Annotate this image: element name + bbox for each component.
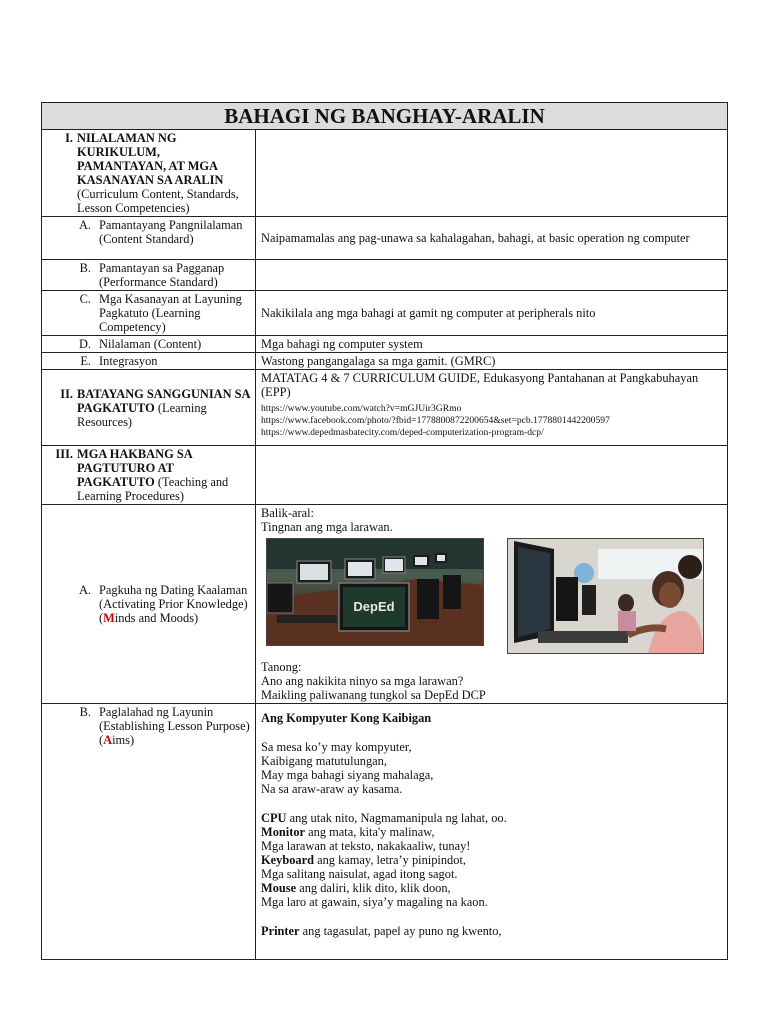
row-e-value: Wastong pangangalaga sa mga gamit. (GMRC) [256, 353, 728, 370]
step-b-letter: B. [79, 705, 91, 719]
row-b-letter: B. [79, 261, 91, 275]
photo-row [261, 534, 722, 660]
poem-line [261, 839, 722, 853]
section-1-heading: NILALAMAN NG KURIKULUM, PAMANTAYAN, AT MGA KASANAYAN SA ARALIN [77, 131, 224, 187]
section-3-heading: MGA HAKBANG SA PAGTUTURO AT PAGKATUTO [77, 447, 192, 489]
resource-links [261, 403, 722, 439]
poem-keyword: Keyboard [261, 853, 315, 867]
section-3-label [42, 446, 256, 505]
poem-line-text: Mga salitang naisulat, agad itong sagot. [261, 867, 458, 881]
section-1-row [42, 130, 728, 217]
step-a-initial: M [103, 611, 115, 625]
poem-cell [256, 704, 728, 960]
row-c-value: Nakikilala ang mga bahagi at gamit ng computer at peripherals nito [256, 291, 728, 336]
curriculum-guide-text: MATATAG 4 & 7 CURRICULUM GUIDE, Edukasyong Pantahanan at Pangkabuhayan (EPP) [261, 371, 699, 399]
poem-line [261, 895, 722, 909]
poem-keyword: Printer [261, 924, 300, 938]
poem-line-text: ang kamay, letra’y pinipindot, [314, 853, 466, 867]
lesson-plan-table [41, 102, 728, 960]
question-1: Ano ang nakikita ninyo sa mga larawan? [261, 674, 464, 688]
question-heading: Tanong: [261, 660, 302, 674]
poem-line-text: ang tagasulat, papel ay puno ng kwento, [299, 924, 502, 938]
section-3-value [256, 446, 728, 505]
poem-keyword: Mouse [261, 881, 297, 895]
step-b-label-end: ims) [112, 733, 135, 747]
students-computer-photo [507, 538, 704, 654]
poem-line-text: Mga larawan at teksto, nakakaaliw, tunay! [261, 839, 471, 853]
poem-line: Na sa araw-araw ay kasama. [261, 782, 403, 796]
section-1-number: I. [65, 131, 73, 145]
section-2-row [42, 370, 728, 446]
title-row [42, 103, 728, 130]
poem-line-text: ang daliri, klik dito, klik doon, [296, 881, 451, 895]
step-a-label-text: Pagkuha ng Dating Kaalaman (Activating Prior Knowledge) ( [99, 583, 248, 625]
section-3-number: III. [55, 447, 73, 461]
row-d-value: Mga bahagi ng computer system [256, 336, 728, 353]
poem-line [261, 811, 722, 825]
section-2-label [42, 370, 256, 446]
poem-keyword: CPU [261, 811, 287, 825]
monitor-logo-text: DepEd [353, 599, 395, 614]
row-integration [42, 353, 728, 370]
step-a-row [42, 505, 728, 704]
computer-lab-photo [266, 538, 484, 646]
step-a-letter: A. [78, 583, 91, 597]
step-a-label-end: inds and Moods) [114, 611, 199, 625]
row-content-standard [42, 217, 728, 260]
section-2-heading: BATAYANG SANGGUNIAN SA PAGKATUTO [77, 386, 250, 415]
row-a-value: Naipamamalas ang pag-unawa sa kahalagahan, bahagi, at basic operation ng computer [256, 217, 728, 260]
poem-line: May mga bahagi siyang mahalaga, [261, 768, 434, 782]
poem-title: Ang Kompyuter Kong Kaibigan [261, 711, 432, 725]
poem-line [261, 853, 722, 867]
row-c-letter: C. [79, 292, 91, 306]
resource-link[interactable]: https://www.depedmasbatecity.com/deped-computerization-program-dcp/ [261, 427, 544, 438]
row-learning-competency [42, 291, 728, 336]
row-b-label: Pamantayan sa Pagganap (Performance Standard) [99, 261, 225, 289]
poem-line-text: Mga laro at gawain, siya’y magaling na kaon. [261, 895, 488, 909]
row-d-label: Nilalaman (Content) [99, 337, 202, 351]
step-a-label [42, 505, 256, 704]
step-b-initial: A [103, 733, 113, 747]
poem-line [261, 825, 722, 839]
poem-line [261, 867, 722, 881]
poem-line-text: ang mata, kita'y malinaw, [305, 825, 435, 839]
row-performance-standard [42, 260, 728, 291]
section-1-subheading: (Curriculum Content, Standards, Lesson Competencies) [77, 187, 239, 215]
step-b-label [42, 704, 256, 960]
row-e-letter: E. [80, 354, 91, 368]
section-3-row [42, 446, 728, 505]
poem-line: Sa mesa ko’y may kompyuter, [261, 740, 412, 754]
row-a-label: Pamantayang Pangnilalaman (Content Standard) [99, 218, 243, 246]
row-d-letter: D. [78, 337, 91, 351]
row-e-label: Integrasyon [99, 354, 158, 368]
document-title: BAHAGI NG BANGHAY-ARALIN [42, 103, 728, 130]
section-1-label [42, 130, 256, 217]
row-c-label: Mga Kasanayan at Layuning Pagkatuto (Learning Competency) [99, 292, 242, 334]
step-b-row [42, 704, 728, 960]
resource-link[interactable]: https://www.facebook.com/photo/?fbid=1778800872200654&set=pcb.1778801442200597 [261, 415, 610, 426]
section-3-subheading: (Teaching and Learning Procedures) [77, 475, 229, 503]
section-2-value [256, 370, 728, 446]
step-b-label-text: Paglalahad ng Layunin (Establishing Lesson Purpose) ( [99, 705, 250, 747]
resource-link[interactable]: https://www.youtube.com/watch?v=mGJUir3GRmo [261, 403, 462, 414]
row-a-letter: A. [78, 218, 91, 232]
row-b-value [256, 260, 728, 291]
review-instruction: Tingnan ang mga larawan. [261, 520, 393, 534]
poem-line: Kaibigang matutulungan, [261, 754, 387, 768]
question-2: Maikling paliwanang tungkol sa DepEd DCP [261, 688, 486, 702]
poem-line-text: ang utak nito, Nagmamanipula ng lahat, oo. [286, 811, 507, 825]
poem-line [261, 924, 722, 938]
section-1-value [256, 130, 728, 217]
poem-line [261, 881, 722, 895]
section-2-subheading: (Learning Resources) [77, 400, 207, 429]
poem-keyword: Monitor [261, 825, 306, 839]
step-a-value [256, 505, 728, 704]
row-content [42, 336, 728, 353]
section-2-number: II. [60, 386, 73, 401]
review-heading: Balik-aral: [261, 506, 314, 520]
